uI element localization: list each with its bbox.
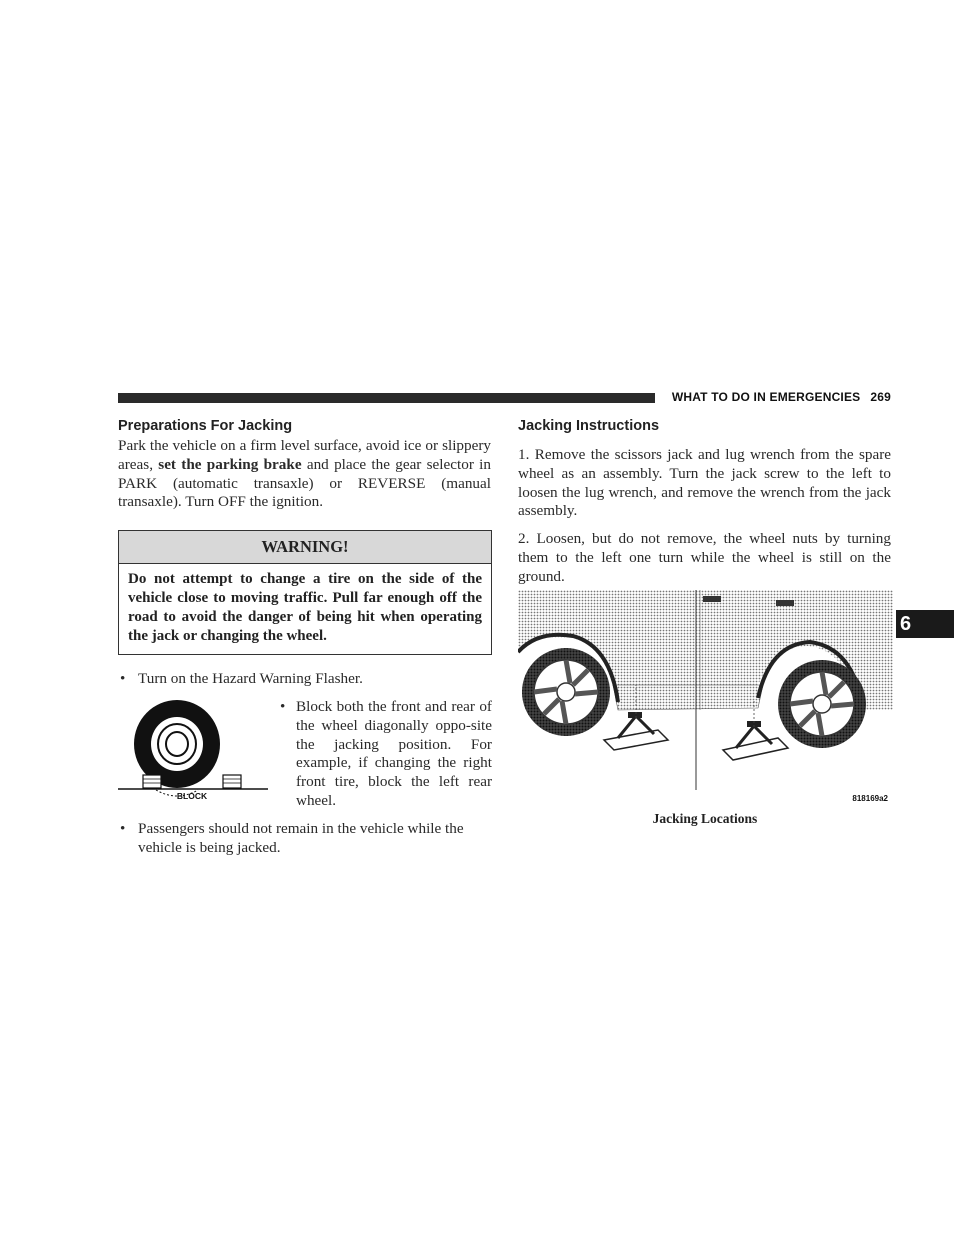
block-right [223,775,241,788]
intro-bold: set the parking brake [158,455,302,473]
bullet-hazard [120,670,492,690]
intro-text-2: and place the gear selector in PARK (automatic transaxle) or REVERSE (manual transaxle). Turn OFF the ignition. [118,455,491,511]
bullet-passengers [120,820,492,860]
figure-caption: Jacking Locations [652,811,758,826]
intro-paragraph [118,437,491,512]
block-label: BLOCK [176,791,208,801]
bullet-dot: • [120,820,126,837]
step-2: 2. Loosen, but do not remove, the wheel nuts by turning them to the left one turn while the wheel is still on the ground. [518,530,891,585]
warning-text: Do not attempt to change a tire on the side of the vehicle close to moving traffic. Pull far enough off the road to avoid the danger of being hit when operating the jack or changing the wheel. [128,571,482,644]
header-rule [118,393,655,403]
intro-text-1: Park the vehicle on a firm level surface, avoid ice or slippery areas, [118,437,491,473]
chapter-tab[interactable]: 6 [896,610,954,638]
running-header [664,390,891,404]
bullet-dot: • [280,698,286,715]
bullet-hazard-text: Turn on the Hazard Warning Flasher. [138,670,363,687]
page-number: 269 [870,390,891,404]
bullet-passengers-text: Passengers should not remain in the vehicle while the vehicle is being jacked. [138,820,464,856]
bullet-block-text: Block both the front and rear of the wheel diagonally oppo-site the jacking position. For example, if changing the right front tire, block the left rear wheel. [296,698,492,809]
heading-jacking-instructions: Jacking Instructions [518,418,660,434]
section-title: WHAT TO DO IN EMERGENCIES [671,390,861,404]
figure-code: 818169a2 [852,794,888,803]
tire-block-illustration [118,698,270,802]
warning-box [118,530,492,655]
bullet-dot: • [120,670,126,687]
warning-title: WARNING! [119,531,491,564]
jacking-locations-illustration [518,590,893,806]
block-left [143,775,161,788]
bullet-block [280,698,492,813]
step-1: 1. Remove the scissors jack and lug wrench from the spare wheel as an assembly. Turn the jack screw to the left to loosen the lug wrench, and remove the wrench from the jack assembly. [518,446,891,520]
heading-preparations: Preparations For Jacking [118,418,293,434]
